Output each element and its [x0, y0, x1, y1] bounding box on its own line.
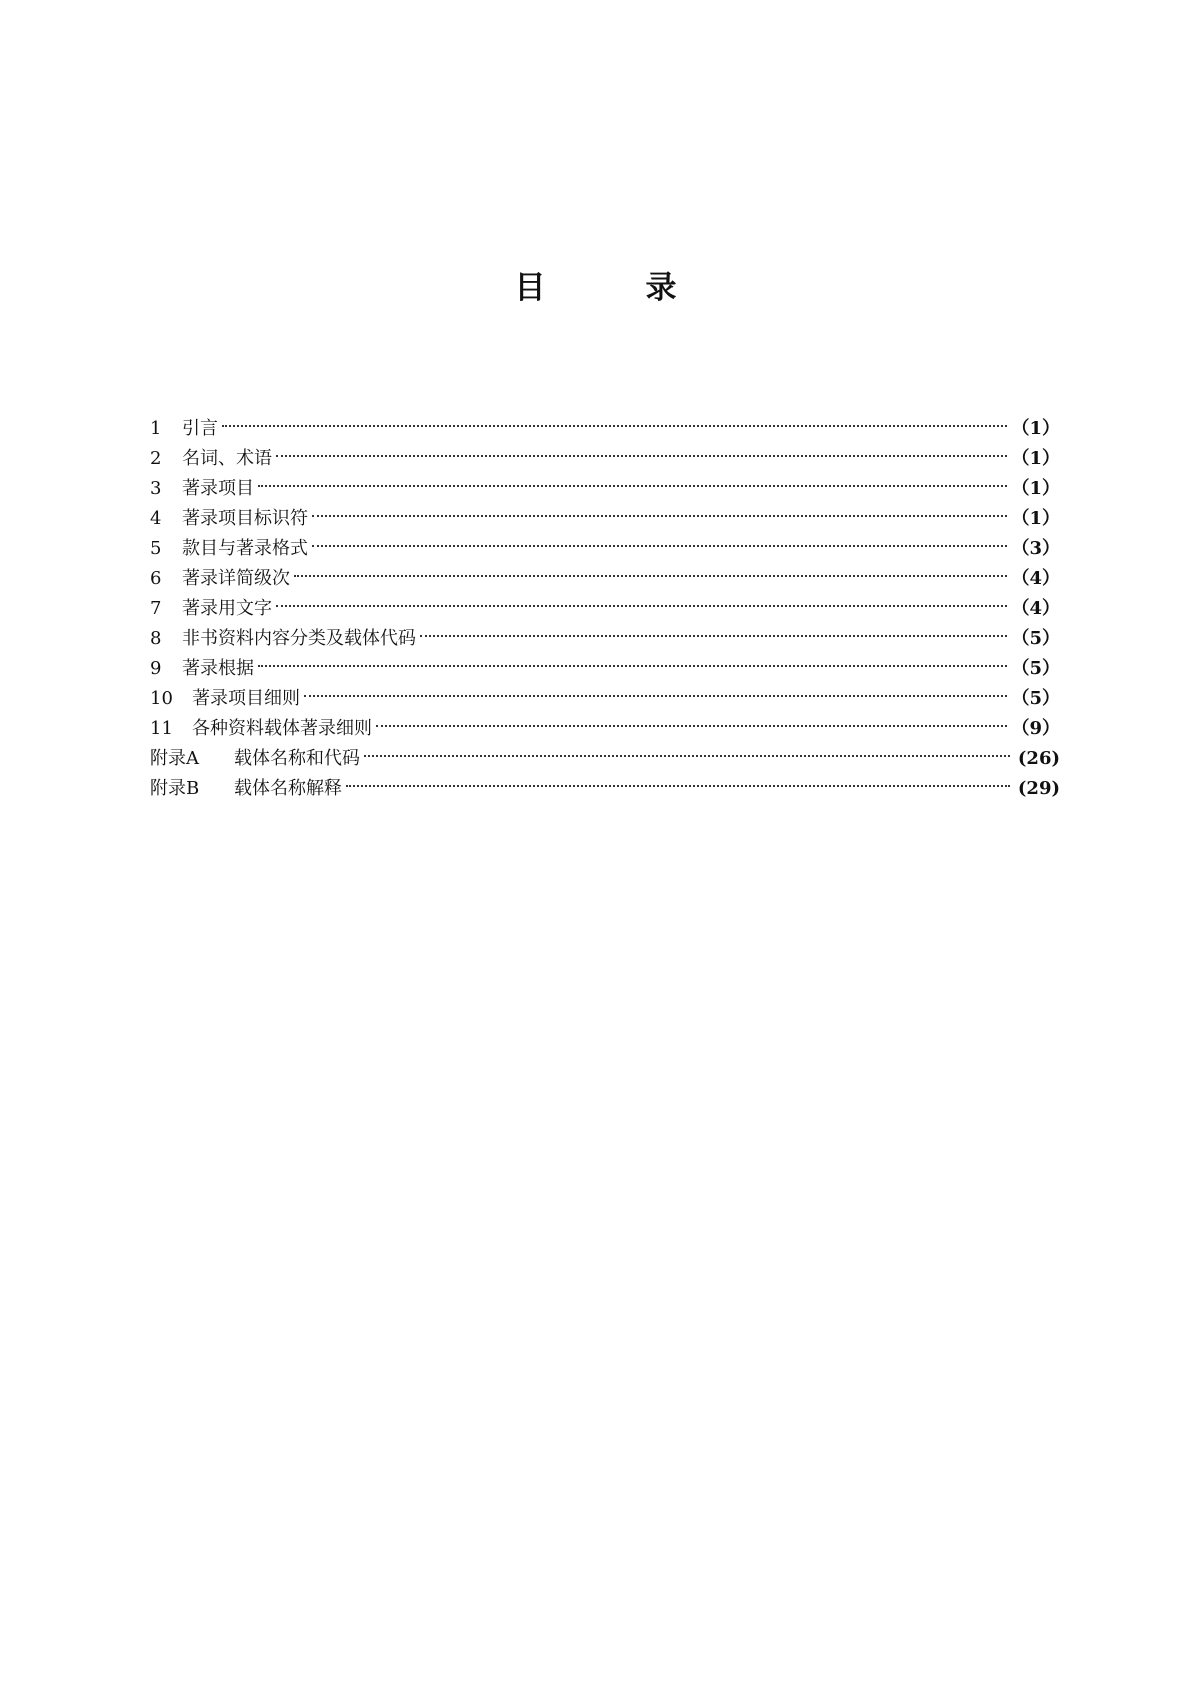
toc-entry-page: （5）: [1011, 628, 1060, 649]
toc-entry-page: (26): [1017, 748, 1060, 769]
title-char-2: 录: [645, 270, 677, 306]
dot-leader: [346, 785, 1010, 787]
toc-entry[interactable]: [150, 474, 1060, 504]
toc-entry-number: 5: [150, 538, 162, 559]
toc-entry-page: （1）: [1011, 478, 1060, 499]
toc-entry[interactable]: [150, 444, 1060, 474]
dot-leader: [312, 545, 1007, 547]
toc-entry[interactable]: [150, 414, 1060, 444]
toc-entry[interactable]: [150, 714, 1060, 744]
dot-leader: [258, 665, 1007, 667]
toc-entry-page: （1）: [1011, 418, 1060, 439]
dot-leader: [276, 605, 1007, 607]
toc-entry-title: 引言: [182, 418, 218, 439]
table-of-contents: [150, 414, 1060, 804]
toc-entry-page: （5）: [1011, 688, 1060, 709]
toc-entry-title: 载体名称解释: [234, 778, 342, 799]
dot-leader: [364, 755, 1010, 757]
toc-entry-page: (29): [1017, 778, 1060, 799]
dot-leader: [312, 515, 1007, 517]
toc-entry-page: （3）: [1011, 538, 1060, 559]
toc-entry[interactable]: [150, 774, 1060, 804]
toc-entry-number: 2: [150, 448, 162, 469]
toc-entry[interactable]: [150, 534, 1060, 564]
toc-entry-title: 著录用文字: [182, 598, 272, 619]
toc-entry-number: 附录A: [150, 748, 199, 769]
toc-entry[interactable]: [150, 564, 1060, 594]
toc-entry-title: 款目与著录格式: [182, 538, 308, 559]
toc-entry[interactable]: [150, 504, 1060, 534]
toc-entry-number: 8: [150, 628, 162, 649]
toc-entry-number: 附录B: [150, 778, 200, 799]
toc-entry-title: 非书资料内容分类及载体代码: [182, 628, 416, 649]
toc-entry-number: 7: [150, 598, 162, 619]
toc-entry-page: （1）: [1011, 508, 1060, 529]
toc-entry-page: （9）: [1011, 718, 1060, 739]
toc-entry[interactable]: [150, 744, 1060, 774]
title-char-1: 目: [514, 270, 546, 306]
dot-leader: [294, 575, 1007, 577]
dot-leader: [304, 695, 1007, 697]
toc-entry-number: 9: [150, 658, 162, 679]
toc-entry[interactable]: [150, 684, 1060, 714]
toc-entry-title: 著录详简级次: [182, 568, 290, 589]
page-title: [0, 268, 1191, 308]
toc-entry-page: （4）: [1011, 568, 1060, 589]
toc-entry-number: 6: [150, 568, 162, 589]
toc-entry-page: （4）: [1011, 598, 1060, 619]
dot-leader: [222, 425, 1007, 427]
toc-entry-title: 著录项目: [182, 478, 254, 499]
toc-entry[interactable]: [150, 624, 1060, 654]
toc-entry-title: 名词、术语: [182, 448, 272, 469]
toc-entry-page: （1）: [1011, 448, 1060, 469]
toc-entry-page: （5）: [1011, 658, 1060, 679]
toc-entry-title: 载体名称和代码: [234, 748, 360, 769]
toc-entry-title: 各种资料载体著录细则: [192, 718, 372, 739]
toc-entry-title: 著录项目细则: [192, 688, 300, 709]
toc-entry[interactable]: [150, 594, 1060, 624]
dot-leader: [420, 635, 1007, 637]
toc-entry[interactable]: [150, 654, 1060, 684]
toc-entry-number: 11: [150, 718, 173, 739]
toc-entry-number: 1: [150, 418, 162, 439]
toc-entry-number: 10: [150, 688, 173, 709]
toc-entry-number: 3: [150, 478, 162, 499]
dot-leader: [376, 725, 1007, 727]
dot-leader: [276, 455, 1007, 457]
toc-entry-number: 4: [150, 508, 162, 529]
toc-entry-title: 著录项目标识符: [182, 508, 308, 529]
toc-entry-title: 著录根据: [182, 658, 254, 679]
dot-leader: [258, 485, 1007, 487]
